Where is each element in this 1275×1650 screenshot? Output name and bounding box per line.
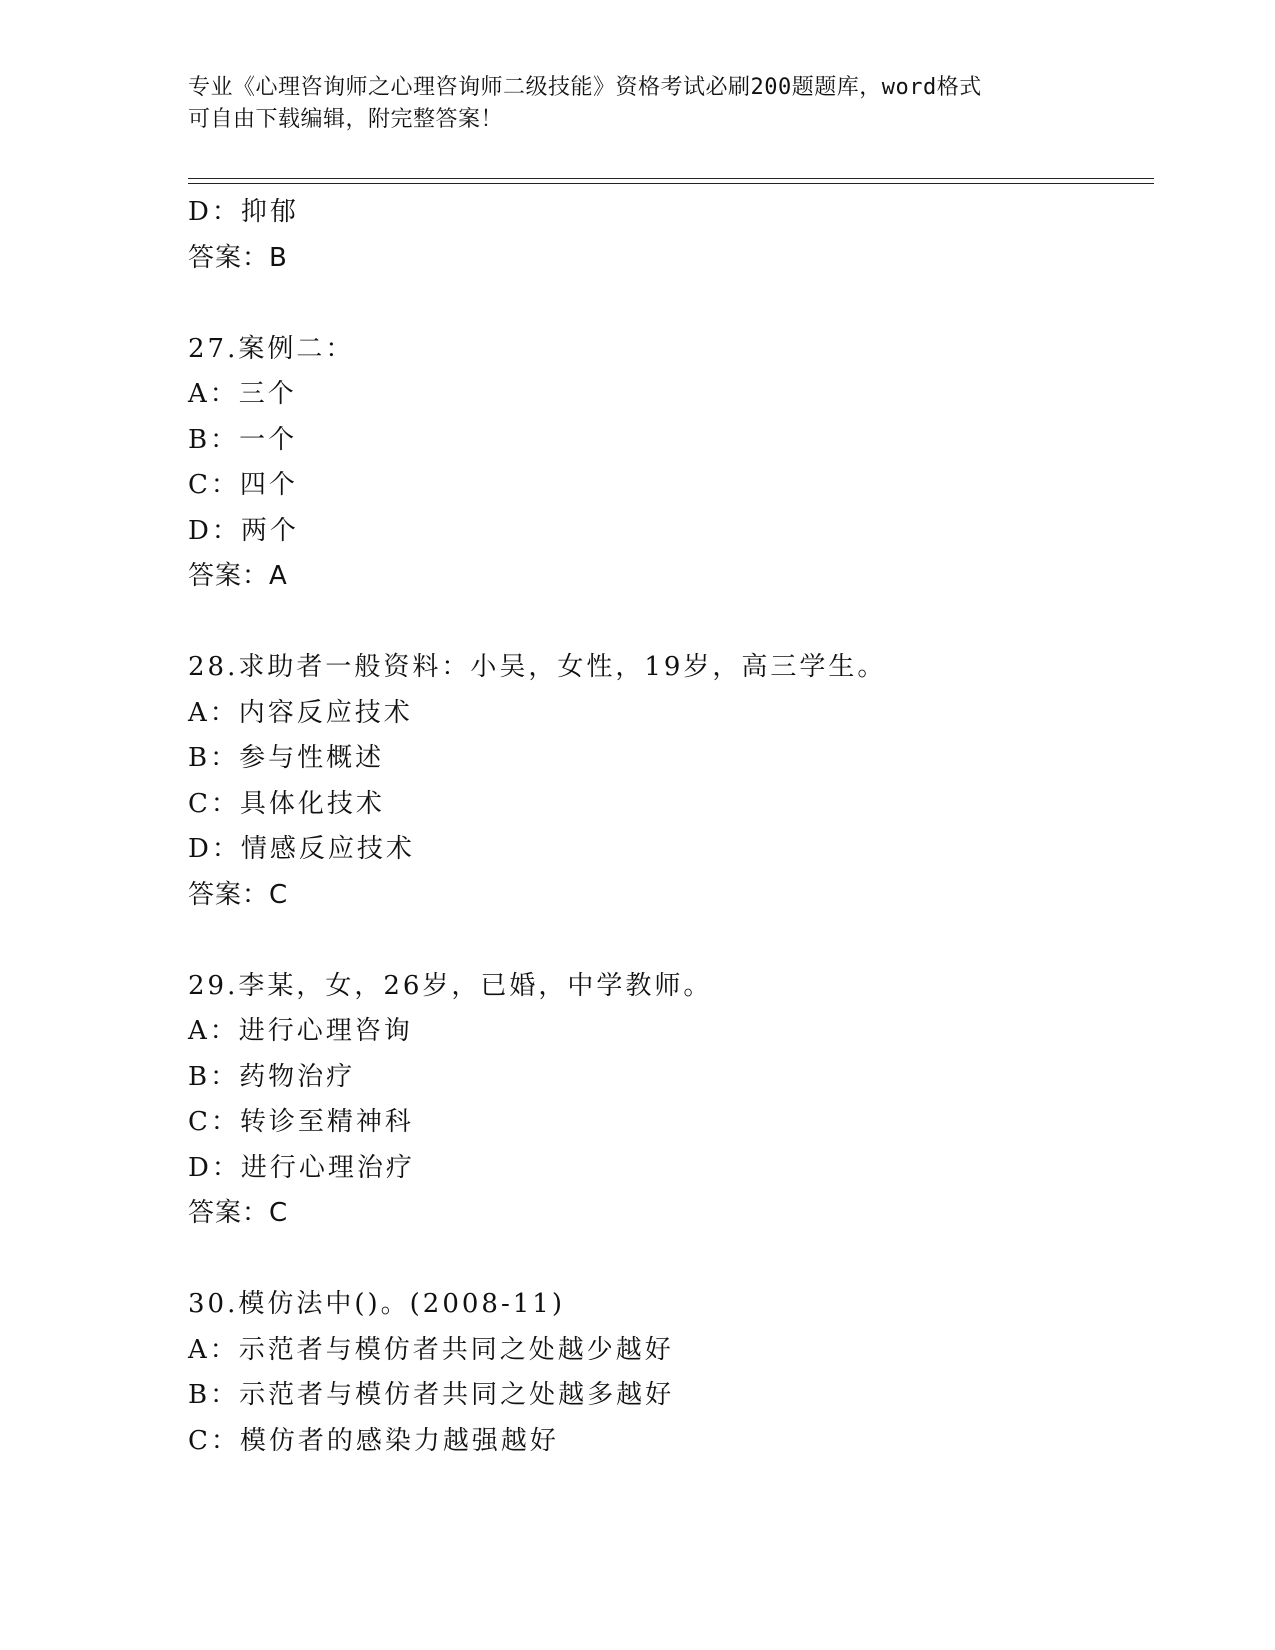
option-line: C：四个 xyxy=(188,470,298,500)
document-header xyxy=(188,72,1088,136)
option-line: A：进行心理咨询 xyxy=(188,1016,413,1046)
answer-line: 答案：C xyxy=(188,1198,289,1228)
answer-line: 答案：C xyxy=(188,879,289,910)
option-line: D：两个 xyxy=(188,515,299,546)
spacer xyxy=(188,918,1148,964)
spacer xyxy=(188,281,1148,327)
header-divider-top xyxy=(188,178,1154,179)
option-line: B：一个 xyxy=(188,424,298,455)
spacer xyxy=(188,600,1148,646)
option-line: B：参与性概述 xyxy=(188,743,385,773)
option-line: B：药物治疗 xyxy=(188,1061,356,1092)
question-stem: 27.案例二： xyxy=(188,333,355,364)
option-line: A：三个 xyxy=(188,379,297,409)
option-line: D：情感反应技术 xyxy=(188,834,415,864)
header-title-line-2: 可自由下载编辑，附完整答案！ xyxy=(188,107,504,132)
question-list xyxy=(188,190,1148,1464)
header-title-line-1: 专业《心理咨询师之心理咨询师二级技能》资格考试必刷200题题库，word格式 xyxy=(188,75,982,100)
option-line: C：具体化技术 xyxy=(188,788,385,819)
option-line: C：转诊至精神科 xyxy=(188,1107,414,1137)
option-line: B：示范者与模仿者共同之处越多越好 xyxy=(188,1380,675,1410)
option-line: A：内容反应技术 xyxy=(188,697,413,728)
question-stem: 30.模仿法中()。(2008-11) xyxy=(188,1289,565,1319)
answer-line: 答案：A xyxy=(188,561,288,591)
question-stem: 29.李某，女，26岁，已婚，中学教师。 xyxy=(188,970,713,1001)
option-line: D：进行心理治疗 xyxy=(188,1152,415,1183)
answer-line: 答案：B xyxy=(188,242,288,273)
option-line: D：抑郁 xyxy=(188,197,299,227)
spacer xyxy=(188,1237,1148,1283)
header-divider-bottom xyxy=(188,183,1154,184)
option-line: A：示范者与模仿者共同之处越少越好 xyxy=(188,1334,674,1365)
question-stem: 28.求助者一般资料：小吴，女性，19岁，高三学生。 xyxy=(188,652,887,682)
option-line: C：模仿者的感染力越强越好 xyxy=(188,1425,559,1456)
